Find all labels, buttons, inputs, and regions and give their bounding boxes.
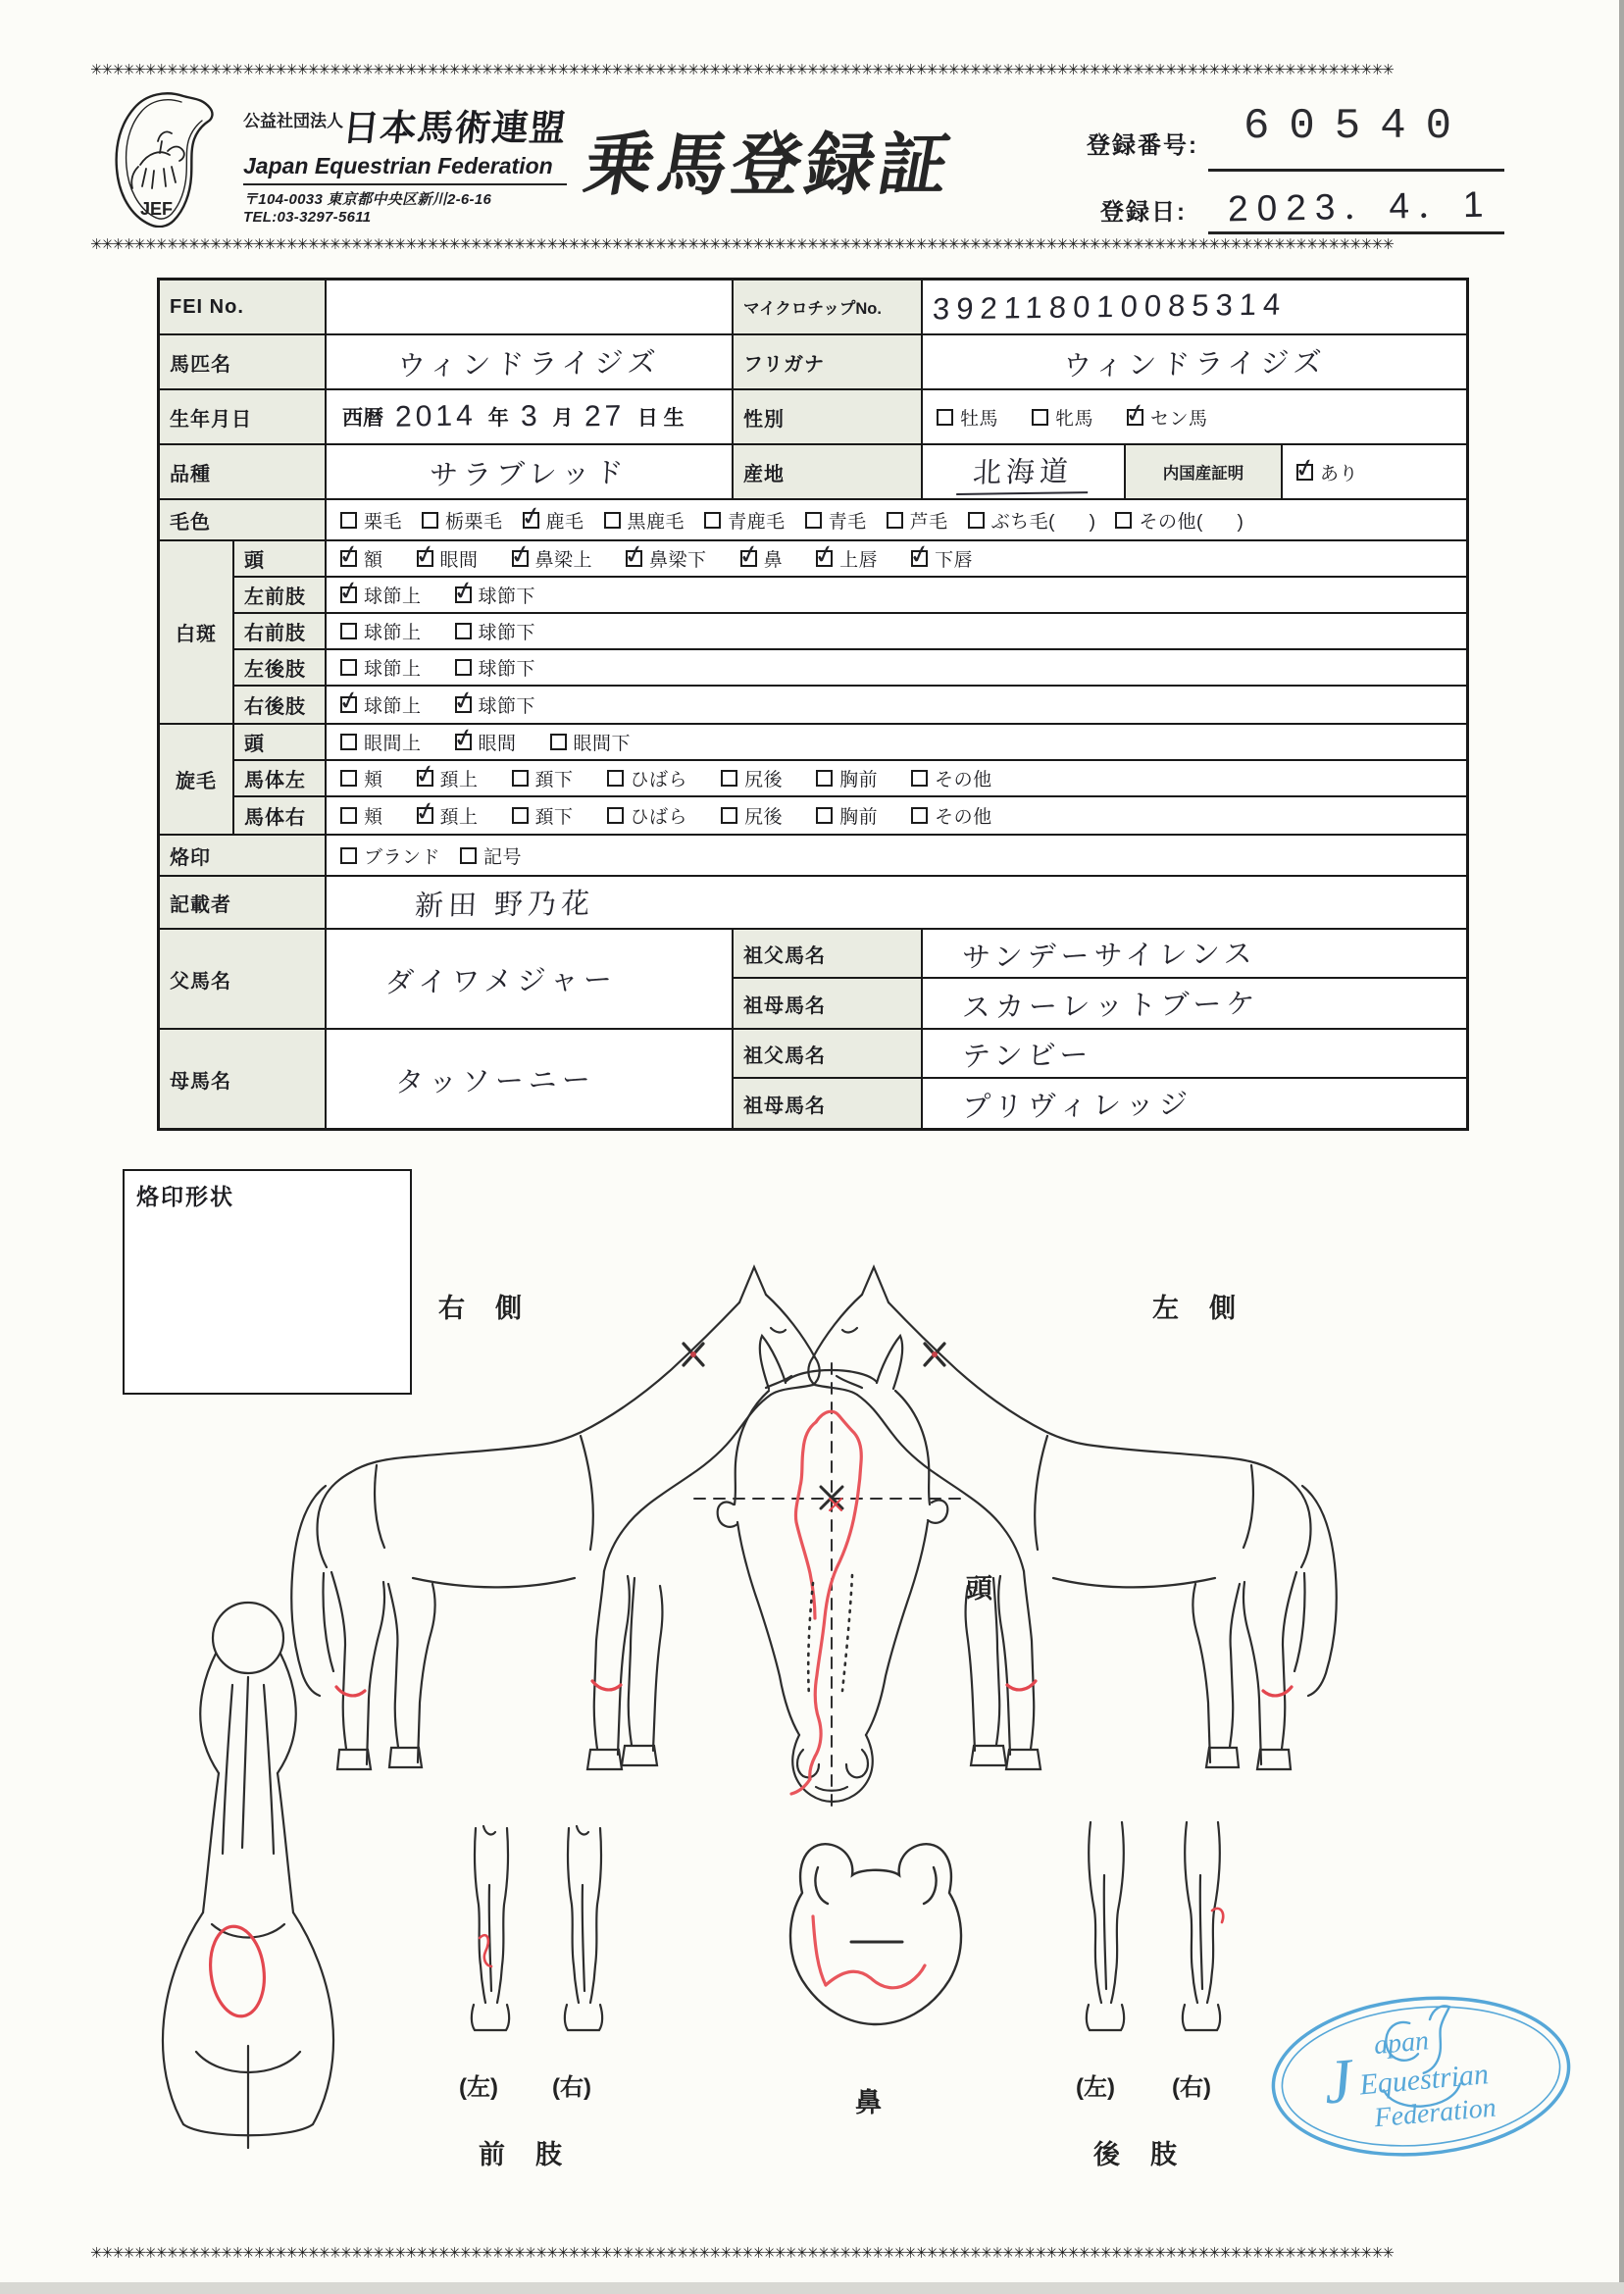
marking-option [740, 545, 784, 572]
whorl-option [721, 765, 783, 791]
checkbox-label: 栗毛 [364, 511, 403, 533]
left-side-label: 左 側 [1152, 1294, 1238, 1323]
checkbox-label: 球節下 [478, 696, 536, 717]
checkbox-label: その他 [935, 770, 992, 790]
checkbox-label: 頚下 [534, 807, 574, 828]
white-markings-rh-row [234, 687, 1466, 723]
whorls-head-options [327, 725, 1466, 759]
checkbox-label: 頚上 [439, 807, 479, 828]
microchip-value: 392118010085314 [932, 286, 1288, 327]
whorl-option [340, 765, 383, 791]
whorl-option [512, 765, 574, 791]
checkbox [523, 512, 539, 529]
coat-color-row [160, 500, 1466, 541]
birth-year-unit: 年 [487, 407, 509, 430]
checkbox-label: 下唇 [935, 550, 974, 571]
white-markings-label: 白斑 [160, 541, 234, 723]
breed-origin-row [160, 445, 1466, 500]
checkbox [1127, 409, 1143, 426]
whorl-option [816, 802, 878, 829]
whorls-body-left-options [327, 761, 1466, 795]
checkbox-label: 栃栗毛 [445, 511, 503, 533]
grand-dam-label: 祖母馬名 [734, 1079, 923, 1128]
checkbox [721, 807, 737, 824]
checkbox-label: 牝馬 [1055, 408, 1094, 430]
marking-option [340, 582, 422, 608]
marking-option [512, 545, 593, 572]
checkbox [340, 550, 357, 567]
marking-option [455, 691, 536, 718]
checkbox [1296, 464, 1313, 481]
sex-label: 性別 [734, 390, 923, 443]
recorder-label: 記載者 [160, 877, 327, 928]
checkbox-label: セン馬 [1150, 408, 1208, 430]
domestic-cert-label: 内国産証明 [1126, 445, 1283, 498]
org-prefix: 公益社団法人 [243, 112, 343, 130]
checkbox-label: 球節下 [478, 659, 536, 680]
furigana-value: ウィンドライジズ [1062, 346, 1327, 382]
checkbox [968, 512, 985, 529]
checkbox [805, 512, 822, 529]
registration-number-label: 登録番号: [1087, 132, 1198, 159]
sex-option [1032, 404, 1093, 431]
checkbox-label: 球節上 [364, 659, 422, 680]
white-markings-lf-options [327, 578, 1466, 612]
marking-option [626, 545, 707, 572]
white-markings-head-options [327, 541, 1466, 576]
checkbox-label: 球節下 [478, 586, 536, 607]
jef-logo [103, 90, 235, 228]
domestic-cert-options [1283, 445, 1466, 498]
sire-grand-dam-row [734, 979, 1466, 1028]
checkbox [1032, 409, 1048, 426]
breed-value: サラブレッド [429, 457, 630, 491]
checkbox-label: 記号 [483, 846, 523, 868]
white-markings-lf-row [234, 578, 1466, 614]
whorl-option [340, 729, 422, 755]
birth-month: 3 [520, 399, 541, 433]
fei-label: FEI No. [160, 280, 327, 333]
horse-head-front-diagram [667, 1326, 995, 1816]
checkbox-label: その他 [935, 807, 992, 828]
sex-options [923, 390, 1466, 443]
white-markings-sub-label: 右前肢 [234, 614, 327, 648]
hindlegs-diagram [1059, 1816, 1250, 2057]
name-row [160, 335, 1466, 390]
whorl-option [911, 765, 992, 791]
white-markings-head-row [234, 541, 1466, 578]
org-name-line [243, 98, 567, 151]
recorder-value: 新田 野乃花 [414, 888, 595, 922]
marking-option [340, 618, 422, 644]
right-side-label: 右 側 [438, 1294, 524, 1323]
certificate-title: 乗馬登録証 [579, 127, 960, 203]
registration-date-value: 2023．4．1 [1227, 183, 1493, 229]
domestic-cert-option [1296, 459, 1358, 485]
checkbox [626, 550, 642, 567]
jef-stamp [1260, 1980, 1583, 2173]
checkbox [417, 807, 433, 824]
checkbox-label: ひばら [630, 807, 688, 828]
checkbox-label: 尻後 [744, 807, 784, 828]
checkbox [937, 409, 953, 426]
checkbox [340, 696, 357, 713]
whorl-option [550, 729, 632, 755]
horse-name-label: 馬匹名 [160, 335, 327, 388]
brand-options [327, 836, 1466, 875]
checkbox [422, 512, 438, 529]
whorls-sub-label: 頭 [234, 725, 327, 759]
sire-grand-sire-value: サンデーサイレンス [961, 938, 1258, 974]
marking-option [911, 545, 973, 572]
org-tel: TEL:03-3297-5611 [243, 209, 372, 226]
horse-name-value: ウィンドライジズ [396, 346, 662, 382]
sire-row [160, 930, 1466, 1030]
marking-option [340, 654, 422, 681]
marking-option [340, 691, 422, 718]
whorls-head-row [234, 725, 1466, 761]
whorl-option [340, 802, 383, 829]
furigana-label: フリガナ [734, 335, 923, 388]
whorl-option [417, 802, 479, 829]
checkbox-label: 鼻 [763, 550, 784, 571]
white-markings-sub-label: 頭 [234, 541, 327, 576]
checkbox-label: 額 [364, 550, 383, 571]
origin-label: 産地 [734, 445, 923, 498]
org-name: 日本馬術連盟 [340, 108, 569, 148]
whorls-body-left-row [234, 761, 1466, 797]
checkbox-label: その他( ) [1139, 511, 1244, 533]
checkbox [340, 586, 357, 603]
checkbox [512, 770, 529, 787]
registration-number-value: 60540 [1243, 102, 1472, 151]
checkbox [1115, 512, 1132, 529]
org-divider [243, 183, 567, 185]
checkbox-label: 眼間 [439, 550, 479, 571]
coat-color-option [422, 507, 503, 534]
decorative-border-top: ✳✳✳✳✳✳✳✳✳✳✳✳✳✳✳✳✳✳✳✳✳✳✳✳✳✳✳✳✳✳✳✳✳✳✳✳✳✳✳✳✳✳✳✳✳✳✳✳✳✳✳✳✳✳✳✳✳✳✳✳✳✳✳✳✳✳✳✳✳✳✳✳✳✳✳✳✳✳✳✳✳✳✳✳✳✳✳✳✳✳✳✳✳✳✳✳✳✳✳✳✳✳✳✳✳✳✳✳✳✳✳✳✳✳✳✳✳✳✳✳ [90, 62, 1394, 78]
dam-value: タッソーニー [394, 1064, 596, 1098]
whorls-section [160, 725, 1466, 836]
sire-value: ダイワメジャー [384, 963, 618, 999]
sire-grand-sire-row [734, 930, 1466, 979]
origin-value: 北海道 [957, 449, 1091, 495]
registration-date-label: 登録日: [1100, 199, 1187, 226]
checkbox-label: あり [1320, 463, 1359, 484]
checkbox [512, 807, 529, 824]
checkbox [460, 847, 477, 864]
dam-row [160, 1030, 1466, 1128]
org-block [243, 98, 567, 226]
checkbox [340, 770, 357, 787]
birth-sex-row [160, 390, 1466, 445]
checkbox [455, 659, 472, 676]
birth-day-unit: 日 生 [636, 407, 685, 430]
white-markings-lh-options [327, 650, 1466, 685]
white-markings-section [160, 541, 1466, 725]
coat-color-options [327, 500, 1466, 539]
checkbox [455, 734, 472, 750]
checkbox-label: 球節上 [364, 586, 422, 607]
coat-color-option [1115, 507, 1243, 534]
white-markings-sub-label: 左後肢 [234, 650, 327, 685]
dam-grand-sire-row [734, 1030, 1466, 1079]
brand-row [160, 836, 1466, 877]
brand-shape-label: 烙印形状 [136, 1184, 234, 1209]
checkbox [417, 550, 433, 567]
marking-option [455, 618, 536, 644]
checkbox-label: ぶち毛( ) [990, 511, 1096, 533]
whorl-option [721, 802, 783, 829]
whorl-option [911, 802, 992, 829]
checkbox [704, 512, 721, 529]
coat-color-option [604, 507, 685, 534]
registration-number-underline [1208, 169, 1504, 172]
whorls-body-right-options [327, 797, 1466, 834]
whorls-label: 旋毛 [160, 725, 234, 834]
marking-option [455, 582, 536, 608]
fei-microchip-row [160, 280, 1466, 335]
decorative-border-bottom: ✳✳✳✳✳✳✳✳✳✳✳✳✳✳✳✳✳✳✳✳✳✳✳✳✳✳✳✳✳✳✳✳✳✳✳✳✳✳✳✳✳✳✳✳✳✳✳✳✳✳✳✳✳✳✳✳✳✳✳✳✳✳✳✳✳✳✳✳✳✳✳✳✳✳✳✳✳✳✳✳✳✳✳✳✳✳✳✳✳✳✳✳✳✳✳✳✳✳✳✳✳✳✳✳✳✳✳✳✳✳✳✳✳✳✳✳✳✳✳✳ [90, 2245, 1394, 2262]
whorl-option [607, 802, 688, 829]
checkbox [816, 770, 833, 787]
checkbox-label: ブランド [364, 846, 441, 868]
hindleg-right-paren: (右) [1172, 2074, 1211, 2101]
dam-label: 母馬名 [160, 1030, 327, 1128]
checkbox [911, 550, 928, 567]
foreleg-right-paren: (右) [552, 2074, 591, 2101]
fei-value [327, 280, 734, 333]
checkbox [607, 770, 624, 787]
checkbox [340, 847, 357, 864]
whorl-option [512, 802, 574, 829]
coat-color-option [523, 507, 584, 534]
checkbox-label: ひばら [630, 770, 688, 790]
marking-option [417, 545, 479, 572]
checkbox-label: 頚下 [534, 770, 574, 790]
marking-option [455, 654, 536, 681]
sex-option [1127, 404, 1208, 431]
dam-grand-dam-value: プリヴィレッジ [961, 1088, 1193, 1124]
org-name-en: Japan Equestrian Federation [243, 153, 553, 178]
checkbox-label: 尻後 [744, 770, 784, 790]
sire-grand-dam-value: スカーレットブーケ [961, 988, 1260, 1024]
checkbox [816, 550, 833, 567]
checkbox-label: 鹿毛 [545, 511, 584, 533]
stamp-line2: Equestrian [1358, 2058, 1491, 2102]
stamp-line3: Federation [1373, 2092, 1497, 2134]
hindlimb-label: 後 肢 [1093, 2140, 1179, 2169]
coat-color-label: 毛色 [160, 500, 327, 539]
checkbox-label: 鼻梁上 [534, 550, 593, 571]
checkbox [455, 623, 472, 639]
stamp-initial: J [1321, 2045, 1355, 2117]
white-markings-lh-row [234, 650, 1466, 687]
breed-label: 品種 [160, 445, 327, 498]
jef-abbr-text: JEF [140, 199, 174, 219]
dam-grand-sire-value: テンビー [961, 1039, 1093, 1073]
hindleg-left-paren: (左) [1076, 2074, 1115, 2101]
whorls-sub-label: 馬体右 [234, 797, 327, 834]
nose-label: 鼻 [855, 2088, 884, 2117]
white-markings-sub-label: 右後肢 [234, 687, 327, 723]
brand-label: 烙印 [160, 836, 327, 875]
checkbox-label: 眼間上 [364, 734, 422, 754]
checkbox-label: 鼻梁下 [649, 550, 707, 571]
registration-form-table [157, 278, 1469, 1131]
checkbox-label: 頬 [364, 807, 383, 828]
checkbox-label: 黒鹿毛 [627, 511, 685, 533]
whorl-option [455, 729, 517, 755]
checkbox [455, 586, 472, 603]
sire-label: 父馬名 [160, 930, 327, 1028]
recorder-row [160, 877, 1466, 930]
jef-saddle-logo-icon [103, 90, 235, 228]
white-markings-rf-options [327, 614, 1466, 648]
brand-option [460, 842, 522, 869]
coat-color-option [704, 507, 786, 534]
checkbox [512, 550, 529, 567]
checkbox-label: 頚上 [439, 770, 479, 790]
checkbox [417, 770, 433, 787]
birth-year: 2014 [394, 399, 478, 433]
whorl-option [607, 765, 688, 791]
checkbox [340, 623, 357, 639]
checkbox-label: 胸前 [839, 770, 879, 790]
marking-option [816, 545, 878, 572]
stamp-line1: apan [1372, 2025, 1431, 2062]
birth-label: 生年月日 [160, 390, 327, 443]
checkbox [340, 659, 357, 676]
whorls-body-right-row [234, 797, 1466, 834]
head-label: 頭 [966, 1574, 994, 1604]
forelimb-label: 前 肢 [479, 2140, 564, 2169]
muzzle-diagram [757, 1822, 992, 2030]
whorl-option [417, 765, 479, 791]
checkbox-label: 牡馬 [960, 408, 999, 430]
checkbox-label: 青鹿毛 [728, 511, 786, 533]
checkbox [604, 512, 621, 529]
checkbox-label: 上唇 [839, 550, 879, 571]
checkbox [607, 807, 624, 824]
checkbox-label: 頬 [364, 770, 383, 790]
forelegs-diagram [446, 1822, 633, 2058]
white-markings-sub-label: 左前肢 [234, 578, 327, 612]
coat-color-option [968, 507, 1096, 534]
checkbox-label: 球節上 [364, 623, 422, 643]
checkbox [340, 734, 357, 750]
checkbox [740, 550, 757, 567]
checkbox-label: 青毛 [828, 511, 867, 533]
checkbox [911, 770, 928, 787]
checkbox-label: 胸前 [839, 807, 879, 828]
coat-color-option [805, 507, 867, 534]
checkbox-label: 眼間下 [573, 734, 632, 754]
dam-grand-dam-row [734, 1079, 1466, 1128]
checkbox [911, 807, 928, 824]
checkbox [455, 696, 472, 713]
checkbox-label: 球節上 [364, 696, 422, 717]
birth-value [327, 390, 734, 443]
coat-color-option [340, 507, 402, 534]
checkbox-label: 眼間 [478, 734, 517, 754]
whorls-sub-label: 馬体左 [234, 761, 327, 795]
whorl-option [816, 765, 878, 791]
checkbox-label: 芦毛 [909, 511, 948, 533]
sex-option [937, 404, 998, 431]
grand-sire-label: 祖父馬名 [734, 930, 923, 977]
checkbox [340, 807, 357, 824]
coat-color-option [887, 507, 948, 534]
checkbox [340, 512, 357, 529]
white-markings-rf-row [234, 614, 1466, 650]
checkbox [550, 734, 567, 750]
birth-month-unit: 月 [552, 407, 574, 430]
scan-edge-right [1619, 0, 1624, 2294]
birth-day: 27 [584, 399, 627, 433]
grand-sire-label: 祖父馬名 [734, 1030, 923, 1077]
org-address: 〒104-0033 東京都中央区新川2-6-16 [243, 191, 492, 208]
brand-option [340, 842, 440, 869]
marking-option [340, 545, 383, 572]
microchip-label: マイクロチップNo. [734, 280, 923, 333]
white-markings-rh-options [327, 687, 1466, 723]
grand-dam-label: 祖母馬名 [734, 979, 923, 1028]
checkbox [721, 770, 737, 787]
registration-date-underline [1208, 231, 1504, 234]
foreleg-left-paren: (左) [459, 2074, 498, 2101]
checkbox-label: 球節下 [478, 623, 536, 643]
scan-edge-bottom [0, 2282, 1624, 2294]
checkbox [816, 807, 833, 824]
birth-era: 西暦 [342, 407, 383, 430]
checkbox [887, 512, 903, 529]
decorative-border-header-bottom: ✳✳✳✳✳✳✳✳✳✳✳✳✳✳✳✳✳✳✳✳✳✳✳✳✳✳✳✳✳✳✳✳✳✳✳✳✳✳✳✳✳✳✳✳✳✳✳✳✳✳✳✳✳✳✳✳✳✳✳✳✳✳✳✳✳✳✳✳✳✳✳✳✳✳✳✳✳✳✳✳✳✳✳✳✳✳✳✳✳✳✳✳✳✳✳✳✳✳✳✳✳✳✳✳✳✳✳✳✳✳✳✳✳✳✳✳✳✳✳✳ [90, 236, 1394, 253]
horse-dorsal-diagram [126, 1587, 376, 2156]
